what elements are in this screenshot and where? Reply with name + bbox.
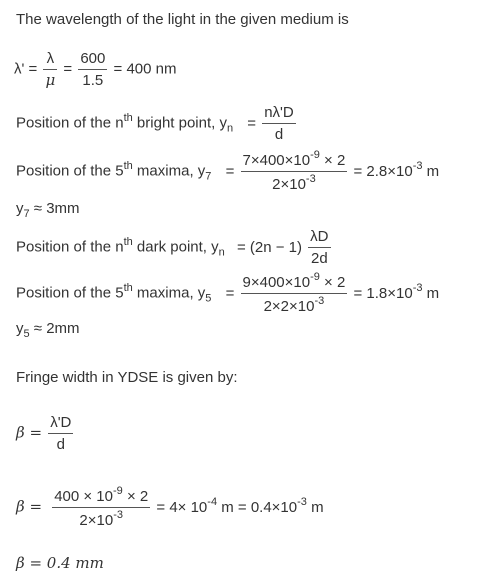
bright-text-b: bright point, y — [132, 114, 227, 132]
num-exponent: -9 — [310, 149, 320, 161]
beta-formula — [16, 414, 75, 454]
den-base: 2×10 — [79, 512, 114, 530]
beta-result — [156, 495, 324, 516]
y-sub: 7 — [23, 208, 30, 220]
y5-approx — [16, 321, 80, 340]
fraction-denominator: 1.5 — [82, 72, 104, 90]
maxima-y7-equation — [16, 150, 439, 194]
fraction-denominator: 2d — [311, 250, 328, 268]
equals-sign: = — [225, 162, 235, 180]
dark-point-equation — [16, 228, 333, 268]
beta-calc-fraction — [52, 486, 150, 530]
maxima-y5-equation — [16, 272, 439, 316]
fraction-denominator: d — [56, 436, 65, 454]
den-exponent: -3 — [113, 509, 123, 522]
max-text-b: maxima, y — [132, 162, 206, 180]
fraction-denominator: μ — [45, 71, 56, 90]
den-exponent: -3 — [314, 295, 325, 308]
result-b: m = 0.4×10 — [217, 498, 298, 516]
num-base: 400 × 10 — [54, 488, 113, 505]
fraction-bar — [241, 171, 348, 172]
result-unit: m — [306, 498, 324, 516]
fraction-bar — [78, 69, 107, 70]
result-exponent: -3 — [412, 281, 423, 294]
result-unit: m — [422, 162, 440, 180]
fraction-numerator — [241, 272, 348, 291]
fraction-bar — [52, 507, 150, 508]
result-a-exponent: -4 — [207, 495, 218, 508]
fraction-denominator: d — [274, 126, 284, 144]
num-base: 7×400×10 — [242, 152, 311, 169]
max-text-b: maxima, y — [132, 284, 206, 302]
num-base: 9×400×10 — [242, 274, 311, 291]
fraction-bar — [262, 123, 296, 124]
beta-lhs: β = — [16, 497, 43, 516]
fraction-numerator — [52, 486, 150, 505]
y7-result — [353, 159, 440, 180]
dark-text-a: Position of the n — [16, 238, 124, 256]
bright-point-equation — [16, 104, 298, 144]
beta-lhs: β = — [16, 423, 43, 442]
result-b-exponent: -3 — [297, 495, 307, 508]
max-sup: th — [123, 159, 133, 172]
bright-text-a: Position of the n — [16, 114, 124, 132]
beta-final: β = 0.4 mm — [16, 554, 104, 572]
y5-fraction — [241, 272, 348, 316]
fraction-numerator: λD — [310, 228, 329, 245]
fringe-intro-text: Fringe width in YDSE is given by: — [16, 369, 238, 386]
fraction-numerator: λ — [46, 50, 55, 67]
fraction-bar — [241, 293, 348, 294]
num-tail: × 2 — [122, 488, 149, 505]
fraction-denominator — [270, 174, 318, 193]
fraction-numerator: 600 — [80, 50, 106, 67]
y-sub: 5 — [23, 328, 30, 340]
fraction-numerator: λ'D — [50, 414, 72, 431]
fraction-bar — [308, 247, 330, 248]
wavelength-result: = 400 nm — [113, 60, 177, 78]
max-text-a: Position of the 5 — [16, 284, 124, 302]
fraction-denominator — [262, 296, 327, 315]
bright-fraction — [262, 104, 296, 144]
max-sub: 5 — [205, 292, 212, 305]
fraction-bar — [43, 69, 57, 70]
intro-text: The wavelength of the light in the given medium is — [16, 11, 349, 28]
max-sub: 7 — [205, 170, 212, 183]
equals-sign: = — [247, 114, 257, 132]
fraction-denominator — [77, 510, 125, 529]
den-exponent: -3 — [305, 173, 316, 186]
y7-approx — [16, 201, 80, 220]
lambda-over-mu-fraction — [43, 50, 57, 90]
fraction-numerator — [241, 150, 348, 169]
y-value: ≈ 2mm — [29, 320, 80, 337]
beta-calculation — [16, 486, 324, 530]
wavelength-lhs: λ' = — [14, 60, 38, 78]
num-tail: × 2 — [319, 152, 346, 169]
y5-result — [353, 281, 440, 302]
dark-sub: n — [218, 246, 225, 259]
num-exponent: -9 — [113, 485, 123, 497]
dark-fraction — [308, 228, 330, 268]
equals-sign: = — [63, 60, 73, 78]
den-base: 2×2×10 — [263, 298, 315, 316]
result-exponent: -3 — [412, 159, 423, 172]
fraction-bar — [48, 433, 73, 434]
result-base: = 1.8×10 — [353, 284, 413, 302]
result-a: = 4× 10 — [156, 498, 208, 516]
beta-fraction — [48, 414, 73, 454]
max-text-a: Position of the 5 — [16, 162, 124, 180]
result-unit: m — [422, 284, 440, 302]
y-value: ≈ 3mm — [29, 200, 80, 217]
num-exponent: -9 — [310, 271, 320, 283]
bright-sub: n — [226, 122, 234, 135]
num-tail: × 2 — [319, 274, 346, 291]
y-label: y — [16, 200, 24, 217]
max-sup: th — [123, 281, 133, 294]
result-base: = 2.8×10 — [353, 162, 413, 180]
dark-eq-prefix: = (2n − 1) — [236, 238, 302, 256]
y-label: y — [16, 320, 24, 337]
wavelength-equation — [14, 50, 177, 90]
600-over-1.5-fraction — [78, 50, 107, 90]
dark-sup: th — [123, 235, 133, 248]
bright-sup: th — [123, 111, 133, 124]
fraction-numerator: nλ'D — [264, 104, 294, 121]
dark-text-b: dark point, y — [132, 238, 219, 256]
y7-fraction — [241, 150, 348, 194]
equals-sign: = — [225, 284, 235, 302]
den-base: 2×10 — [272, 176, 306, 194]
